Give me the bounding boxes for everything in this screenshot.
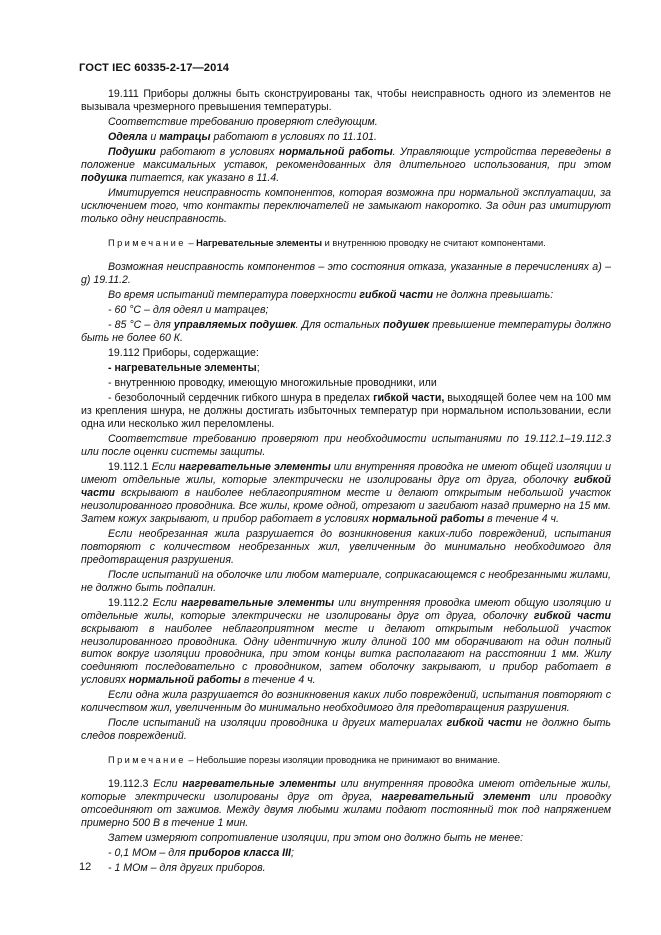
paragraph-19-112-1: 19.112.1 Если нагревательные элементы или внутренняя проводка не имеют общей изоляции и имеют отдельные жилы, которые электрически не изолированы друг от друга, оболочку гибкой части вскрывают в наиболее неблагоприятном месте и делают открытым небольшой участок неизолированного проводника. Все жилы, кроме одной, отрезают и загибают назад примерно на 15 мм. Затем кожух закрывают, и прибор работает в условиях нормальной работы в течение 4 ч. bbox=[81, 461, 611, 525]
paragraph-19-111: 19.111 Приборы должны быть сконструированы так, чтобы неисправность одного из элементов не вызывала чрезмерного превышения температуры. bbox=[81, 88, 611, 113]
paragraph-compliance-intro: Соответствие требованию проверяют следующим. bbox=[108, 116, 378, 128]
list-item-60c: - 60 °С – для одеял и матрацев; bbox=[108, 303, 269, 316]
paragraph-fault-simulation: Имитируется неисправность компонентов, которая возможна при нормальной эксплуатации, за исключением того, что контакты переключателей не замыкают накоротко. За один раз имитируют только одну неисправность. bbox=[81, 187, 611, 225]
note-heating-elements: Примечание – Нагревательные элементы и внутреннюю проводку не считают компонентами. bbox=[108, 237, 546, 248]
list-item-class-iii: - 0,1 МОм – для приборов класса III; bbox=[108, 847, 294, 860]
paragraph-compliance-tests: Соответствие требованию проверяют при необходимости испытаниями по 19.112.1–19.112.3 или после оценки системы защиты. bbox=[81, 433, 611, 459]
paragraph-strand-rupture: Если одна жила разрушается до возникновения каких либо повреждений, испытания повторяют с количеством жил, увеличенным до минимально необходимого для предотвращения разрушения. bbox=[81, 689, 611, 715]
paragraph-temperature-limit: Во время испытаний температура поверхности гибкой части не должна превышать: bbox=[108, 288, 554, 301]
paragraph-19-112-3: 19.112.3 Если нагревательные элементы или внутренняя проводка имеют отдельные жилы, которые электрически изолированы друг от друга, нагревательный элемент или проводку отсоединяют от зажимов. Между двумя любыми жилами подают постоянный ток под напряжением примерно 500 В в течение 1 мин. bbox=[81, 778, 611, 829]
paragraph-no-damage: После испытаний на изоляции проводника и других материалах гибкой части не должно быть следов повреждений. bbox=[81, 717, 612, 743]
list-item-85c: - 85 °С – для управляемых подушек. Для остальных подушек превышение температуры должно быть не более 60 К. bbox=[81, 319, 611, 344]
list-item-other-appliances: - 1 МОм – для других приборов. bbox=[108, 862, 266, 875]
list-item-cord-core: - безоболочный сердечник гибкого шнура в пределах гибкой части, выходящей более чем на 100 мм из крепления шнура, не должны достигать избыточных температур при нормальном использовании, если одна или несколько жил переломлены. bbox=[81, 392, 611, 431]
paragraph-19-112: 19.112 Приборы, содержащие: bbox=[108, 347, 259, 359]
paragraph-uncut-strand: Если необрезанная жила разрушается до возникновения каких-либо повреждений, испытания повторяют с количеством необрезанных жил, увеличенным до минимально необходимого для предотвращения разрушения. bbox=[81, 527, 611, 566]
page-number: 12 bbox=[79, 861, 92, 873]
list-item-heating-elements: - нагревательные элементы; bbox=[108, 362, 260, 375]
paragraph-fault-conditions: Возможная неисправность компонентов – это состояния отказа, указанные в перечислениях a) – g) 19.11.2. bbox=[81, 260, 611, 286]
paragraph-19-112-2: 19.112.2 Если нагревательные элементы или внутренняя проводка имеют общую изоляцию и отдельные жилы, которые электрически не изолированы друг от друга, оболочку гибкой части вскрывают в наиболее неблагоприятном месте и делают открытым небольшой участок неизолированного проводника. Одну идентичную жилу длиной 100 мм оборачивают на один полный виток вокруг изоляции проводника, при этом концы витка располагают на расстоянии 1 мм. Жилу соединяют последовательно с проводником, затем оболочку закрывают, и прибор работает в условиях нормальной работы в течение 4 ч. bbox=[81, 596, 612, 687]
document-body bbox=[81, 88, 611, 877]
paragraph-no-scorching: После испытаний на оболочке или любом материале, соприкасающемся с необрезанными жилами, не должно быть подпалин. bbox=[81, 568, 611, 594]
paragraph-insulation-resistance: Затем измеряют сопротивление изоляции, при этом оно должно быть не менее: bbox=[108, 831, 524, 844]
document-header: ГОСТ IEC 60335-2-17—2014 bbox=[79, 62, 230, 74]
note-small-cuts: Примечание – Небольшие порезы изоляции проводника не принимают во внимание. bbox=[108, 755, 501, 766]
paragraph-pillows: Подушки работают в условиях нормальной работы. Управляющие устройства переведены в положение максимальных уставок, рекомендованных для длительного использования, при этом подушка питается, как указано в 11.4. bbox=[81, 146, 611, 184]
paragraph-blankets: Одеяла и матрацы работают в условиях по 11.101. bbox=[108, 131, 377, 144]
list-item-internal-wiring: - внутреннюю проводку, имеющую многожильные проводники, или bbox=[108, 377, 437, 390]
